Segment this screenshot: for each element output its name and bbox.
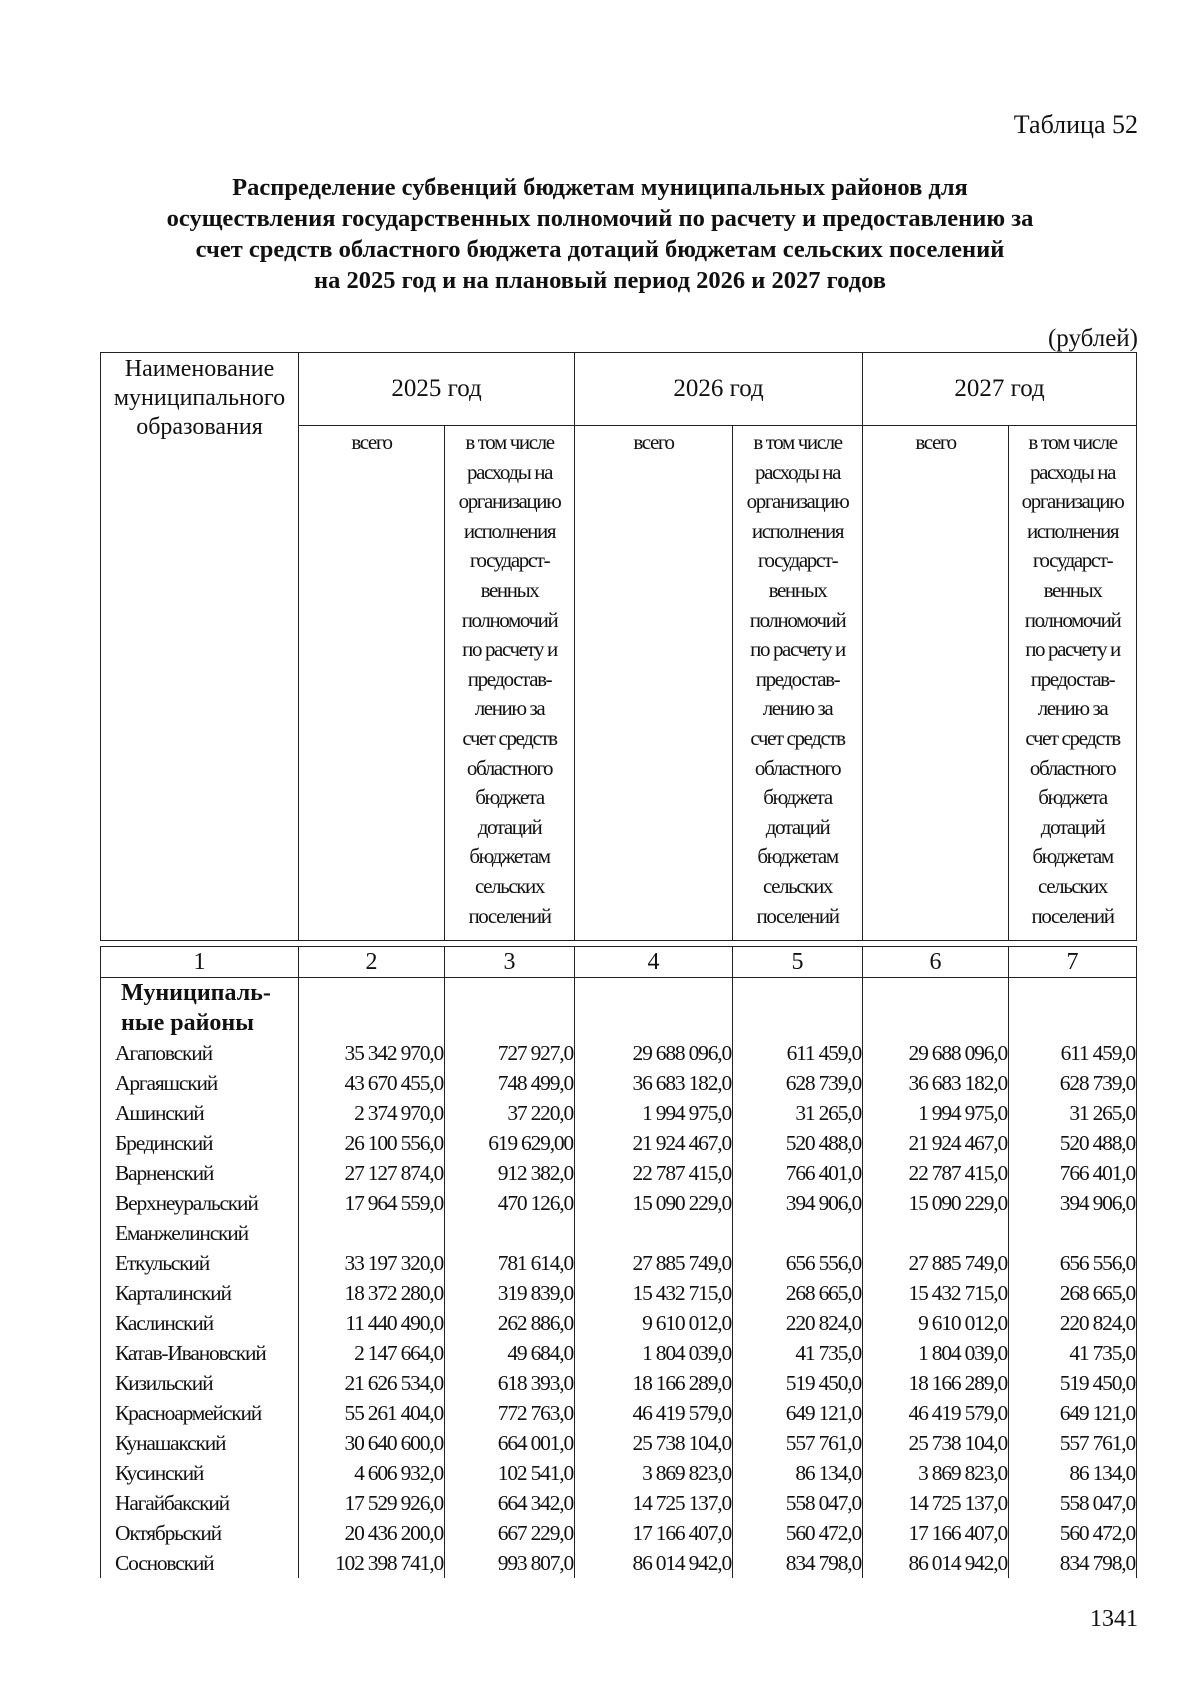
header-total-2027: всего — [863, 426, 1009, 941]
value-cell: 25 738 104,0 — [575, 1428, 733, 1458]
value-cell: 33 197 320,0 — [299, 1248, 445, 1278]
value-cell: 15 090 229,0 — [575, 1188, 733, 1218]
district-name: Кунашакский — [101, 1428, 299, 1458]
value-cell: 558 047,0 — [1009, 1488, 1137, 1518]
value-cell: 86 014 942,0 — [863, 1548, 1009, 1578]
value-cell: 1 994 975,0 — [863, 1098, 1009, 1128]
data-table — [100, 978, 1137, 1578]
value-cell: 618 393,0 — [445, 1368, 575, 1398]
value-cell: 470 126,0 — [445, 1188, 575, 1218]
value-cell: 2 147 664,0 — [299, 1338, 445, 1368]
value-cell: 3 869 823,0 — [863, 1458, 1009, 1488]
district-name: Каслинский — [101, 1308, 299, 1338]
value-cell — [863, 1218, 1009, 1248]
value-cell: 1 804 039,0 — [575, 1338, 733, 1368]
value-cell: 519 450,0 — [1009, 1368, 1137, 1398]
district-name: Брединский — [101, 1128, 299, 1158]
value-cell: 27 885 749,0 — [863, 1248, 1009, 1278]
district-name: Сосновский — [101, 1548, 299, 1578]
header-name-text: Наименование муниципального образования — [113, 356, 286, 440]
value-cell: 36 683 182,0 — [863, 1068, 1009, 1098]
title-line: осуществления государственных полномочий по расчету и предоставлению за — [166, 205, 1034, 232]
district-name: Нагайбакский — [101, 1488, 299, 1518]
value-cell: 25 738 104,0 — [863, 1428, 1009, 1458]
value-cell: 15 090 229,0 — [863, 1188, 1009, 1218]
value-cell: 748 499,0 — [445, 1068, 575, 1098]
header-year-2027: 2027 год — [863, 353, 1137, 426]
value-cell: 31 265,0 — [1009, 1098, 1137, 1128]
value-cell: 727 927,0 — [445, 1038, 575, 1068]
table-row — [101, 1188, 1137, 1218]
value-cell: 41 735,0 — [1009, 1338, 1137, 1368]
value-cell: 520 488,0 — [733, 1128, 863, 1158]
value-cell: 29 688 096,0 — [863, 1038, 1009, 1068]
column-number: 2 — [299, 947, 445, 978]
value-cell: 262 886,0 — [445, 1308, 575, 1338]
value-cell: 611 459,0 — [1009, 1038, 1137, 1068]
value-cell: 1 804 039,0 — [863, 1338, 1009, 1368]
value-cell: 834 798,0 — [733, 1548, 863, 1578]
district-name: Кусинский — [101, 1458, 299, 1488]
value-cell: 18 166 289,0 — [863, 1368, 1009, 1398]
value-cell: 27 127 874,0 — [299, 1158, 445, 1188]
title-line: Распределение субвенций бюджетам муниципальных районов для — [232, 174, 968, 201]
value-cell: 220 824,0 — [733, 1308, 863, 1338]
district-name: Еткульский — [101, 1248, 299, 1278]
value-cell: 268 665,0 — [1009, 1278, 1137, 1308]
value-cell: 49 684,0 — [445, 1338, 575, 1368]
value-cell: 17 964 559,0 — [299, 1188, 445, 1218]
value-cell: 772 763,0 — [445, 1398, 575, 1428]
units-label: (рублей) — [1047, 325, 1138, 352]
value-cell: 27 885 749,0 — [575, 1248, 733, 1278]
district-name: Агаповский — [101, 1038, 299, 1068]
value-cell: 22 787 415,0 — [575, 1158, 733, 1188]
district-name: Верхнеуральский — [101, 1188, 299, 1218]
table-row — [101, 1248, 1137, 1278]
value-cell: 29 688 096,0 — [575, 1038, 733, 1068]
table-row — [101, 1338, 1137, 1368]
header-incl-2025: в том числе расходы на организацию исполнения государст- венных полномочий по расчету и предостав- лению за счет средств областного бюджета дотаций бюджетам сельских поселений — [445, 426, 575, 941]
value-cell: 2 374 970,0 — [299, 1098, 445, 1128]
value-cell: 18 166 289,0 — [575, 1368, 733, 1398]
column-number: 6 — [863, 947, 1009, 978]
value-cell: 17 166 407,0 — [575, 1518, 733, 1548]
value-cell: 36 683 182,0 — [575, 1068, 733, 1098]
empty-cell — [733, 978, 863, 1038]
group-row — [101, 978, 1137, 1038]
value-cell: 560 472,0 — [1009, 1518, 1137, 1548]
value-cell: 3 869 823,0 — [575, 1458, 733, 1488]
value-cell: 9 610 012,0 — [863, 1308, 1009, 1338]
value-cell: 18 372 280,0 — [299, 1278, 445, 1308]
value-cell: 17 166 407,0 — [863, 1518, 1009, 1548]
value-cell: 628 739,0 — [1009, 1068, 1137, 1098]
value-cell: 834 798,0 — [1009, 1548, 1137, 1578]
table-row — [101, 1458, 1137, 1488]
table-row — [101, 1038, 1137, 1068]
value-cell: 26 100 556,0 — [299, 1128, 445, 1158]
header-total-2026: всего — [575, 426, 733, 941]
value-cell: 21 626 534,0 — [299, 1368, 445, 1398]
table-row — [101, 1428, 1137, 1458]
value-cell: 912 382,0 — [445, 1158, 575, 1188]
empty-cell — [299, 978, 445, 1038]
column-number: 3 — [445, 947, 575, 978]
header-year-2025: 2025 год — [299, 353, 575, 426]
value-cell: 21 924 467,0 — [575, 1128, 733, 1158]
value-cell: 30 640 600,0 — [299, 1428, 445, 1458]
value-cell: 43 670 455,0 — [299, 1068, 445, 1098]
value-cell: 519 450,0 — [733, 1368, 863, 1398]
column-number: 1 — [101, 947, 299, 978]
value-cell: 268 665,0 — [733, 1278, 863, 1308]
value-cell: 21 924 467,0 — [863, 1128, 1009, 1158]
value-cell: 31 265,0 — [733, 1098, 863, 1128]
table-header — [100, 352, 1137, 941]
value-cell: 11 440 490,0 — [299, 1308, 445, 1338]
empty-cell — [445, 978, 575, 1038]
value-cell: 664 342,0 — [445, 1488, 575, 1518]
table-row — [101, 1158, 1137, 1188]
header-year-2026: 2026 год — [575, 353, 863, 426]
document-title — [100, 172, 1100, 296]
value-cell: 667 229,0 — [445, 1518, 575, 1548]
table-row — [101, 1098, 1137, 1128]
value-cell: 86 134,0 — [733, 1458, 863, 1488]
value-cell: 20 436 200,0 — [299, 1518, 445, 1548]
value-cell: 55 261 404,0 — [299, 1398, 445, 1428]
value-cell: 1 994 975,0 — [575, 1098, 733, 1128]
value-cell: 17 529 926,0 — [299, 1488, 445, 1518]
value-cell — [445, 1218, 575, 1248]
district-name: Красноармейский — [101, 1398, 299, 1428]
value-cell: 656 556,0 — [1009, 1248, 1137, 1278]
table-row — [101, 1218, 1137, 1248]
table-row — [101, 1368, 1137, 1398]
value-cell: 766 401,0 — [733, 1158, 863, 1188]
page-number: 1341 — [1090, 1606, 1138, 1632]
value-cell: 102 398 741,0 — [299, 1548, 445, 1578]
empty-cell — [863, 978, 1009, 1038]
table-row — [101, 1308, 1137, 1338]
district-name: Карталинский — [101, 1278, 299, 1308]
table-label: Таблица 52 — [1013, 110, 1138, 139]
value-cell: 394 906,0 — [733, 1188, 863, 1218]
value-cell: 558 047,0 — [733, 1488, 863, 1518]
value-cell: 46 419 579,0 — [863, 1398, 1009, 1428]
value-cell: 520 488,0 — [1009, 1128, 1137, 1158]
value-cell: 41 735,0 — [733, 1338, 863, 1368]
header-incl-2026: в том числе расходы на организацию исполнения государст- венных полномочий по расчету и предостав- лению за счет средств областного бюджета дотаций бюджетам сельских поселений — [733, 426, 863, 941]
value-cell: 394 906,0 — [1009, 1188, 1137, 1218]
value-cell: 86 134,0 — [1009, 1458, 1137, 1488]
district-name: Кизильский — [101, 1368, 299, 1398]
header-name-column — [101, 353, 299, 941]
value-cell — [299, 1218, 445, 1248]
district-name: Ашинский — [101, 1098, 299, 1128]
value-cell: 319 839,0 — [445, 1278, 575, 1308]
value-cell: 766 401,0 — [1009, 1158, 1137, 1188]
table-row — [101, 1548, 1137, 1578]
value-cell: 628 739,0 — [733, 1068, 863, 1098]
value-cell: 220 824,0 — [1009, 1308, 1137, 1338]
value-cell: 993 807,0 — [445, 1548, 575, 1578]
district-name: Катав-Ивановский — [101, 1338, 299, 1368]
header-total-2025: всего — [299, 426, 445, 941]
value-cell: 781 614,0 — [445, 1248, 575, 1278]
table-row — [101, 1518, 1137, 1548]
header-incl-2027: в том числе расходы на организацию исполнения государст- венных полномочий по расчету и предостав- лению за счет средств областного бюджета дотаций бюджетам сельских поселений — [1009, 426, 1137, 941]
district-name: Аргаяшский — [101, 1068, 299, 1098]
value-cell: 22 787 415,0 — [863, 1158, 1009, 1188]
table-row — [101, 1488, 1137, 1518]
value-cell: 619 629,00 — [445, 1128, 575, 1158]
title-line: на 2025 год и на плановый период 2026 и 2027 годов — [313, 267, 886, 294]
column-number: 4 — [575, 947, 733, 978]
district-name: Октябрьский — [101, 1518, 299, 1548]
table-row — [101, 1278, 1137, 1308]
value-cell — [575, 1218, 733, 1248]
value-cell: 649 121,0 — [733, 1398, 863, 1428]
value-cell — [1009, 1218, 1137, 1248]
district-name: Еманжелинский — [101, 1218, 299, 1248]
value-cell: 14 725 137,0 — [863, 1488, 1009, 1518]
value-cell: 4 606 932,0 — [299, 1458, 445, 1488]
value-cell: 46 419 579,0 — [575, 1398, 733, 1428]
table-row — [101, 1128, 1137, 1158]
empty-cell — [1009, 978, 1137, 1038]
column-numbers-row — [100, 946, 1137, 978]
value-cell: 656 556,0 — [733, 1248, 863, 1278]
column-number: 7 — [1009, 947, 1137, 978]
value-cell: 649 121,0 — [1009, 1398, 1137, 1428]
value-cell: 37 220,0 — [445, 1098, 575, 1128]
column-number: 5 — [733, 947, 863, 978]
district-name: Варненский — [101, 1158, 299, 1188]
title-line: счет средств областного бюджета дотаций бюджетам сельских поселений — [195, 236, 1005, 263]
value-cell: 611 459,0 — [733, 1038, 863, 1068]
value-cell: 557 761,0 — [733, 1428, 863, 1458]
value-cell: 560 472,0 — [733, 1518, 863, 1548]
value-cell: 9 610 012,0 — [575, 1308, 733, 1338]
table-row — [101, 1068, 1137, 1098]
value-cell: 15 432 715,0 — [863, 1278, 1009, 1308]
value-cell: 35 342 970,0 — [299, 1038, 445, 1068]
value-cell: 102 541,0 — [445, 1458, 575, 1488]
value-cell: 557 761,0 — [1009, 1428, 1137, 1458]
empty-cell — [575, 978, 733, 1038]
value-cell: 664 001,0 — [445, 1428, 575, 1458]
group-label: Муниципаль- ные районы — [101, 978, 299, 1038]
value-cell: 86 014 942,0 — [575, 1548, 733, 1578]
value-cell: 14 725 137,0 — [575, 1488, 733, 1518]
table-row — [101, 1398, 1137, 1428]
value-cell: 15 432 715,0 — [575, 1278, 733, 1308]
value-cell — [733, 1218, 863, 1248]
